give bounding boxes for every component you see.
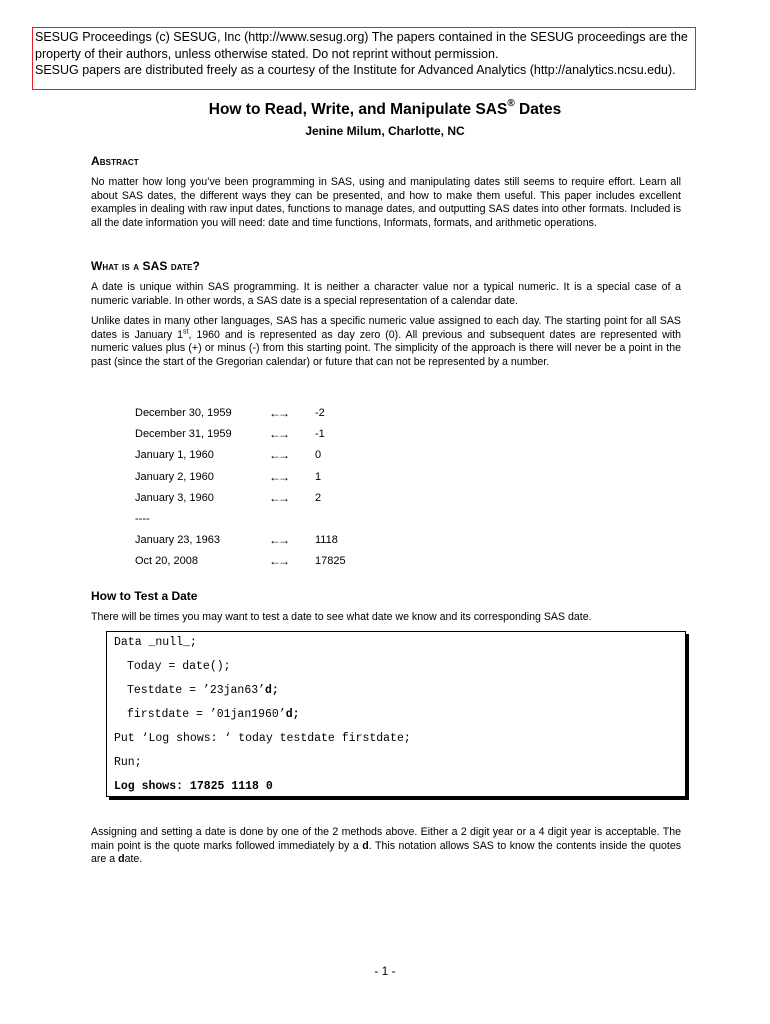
copyright-notice-box (32, 27, 696, 90)
date-label: December 30, 1959 (135, 407, 232, 419)
assign-bold-d: d (362, 839, 369, 852)
p2-part-a: Unlike dates in many other languages, SAS has a specific numeric value assigned to each day. The starting point for all SAS dates is January 1 (91, 315, 681, 341)
code-line-1: Data _null_; (114, 636, 197, 649)
date-label: January 1, 1960 (135, 449, 214, 462)
what-is-paragraph-2 (91, 315, 681, 369)
date-label: January 3, 1960 (135, 491, 214, 504)
code-line-6: Run; (114, 756, 142, 769)
notice-line-1: SESUG Proceedings (c) SESUG, Inc (http://www.sesug.org) The papers contained in the SESUG proceedings are the (35, 30, 688, 44)
date-value: -1 (315, 428, 325, 441)
assigning-paragraph (91, 826, 681, 867)
title-suffix: Dates (514, 101, 562, 119)
author-line: Jenine Milum, Charlotte, NC (305, 124, 465, 138)
notice-line-2: property of their authors, unless otherwise stated. Do not reprint without permission. (35, 46, 499, 61)
date-label: December 31, 1959 (135, 428, 232, 441)
what-is-sas-date-heading: What is a SAS date? (91, 259, 200, 273)
double-arrow-icon: ←→ (269, 490, 287, 505)
date-value: 0 (315, 449, 322, 462)
p2-superscript: st (182, 328, 189, 336)
test-date-intro: There will be times you may want to test a date to see what date we know and its corresponding SAS date. (91, 611, 592, 623)
abstract-body: No matter how long you’ve been programming in SAS, using and manipulating dates still seems to require effort. Learn all about SAS dates, the different ways they can be presented, and how to make them useful. This paper includes excellent examples in dealing with raw input dates, functions to manage dates, and outputting SAS dates into other formats. Included is all the date information you will need: date and time functions, Informats, formats, and arithmetic operations. (91, 176, 681, 229)
assign-text-e: ate. (124, 853, 143, 866)
notice-line-3: SESUG papers are distributed freely as a courtesy of the Institute for Advanced Analytics (http://analytics.ncsu.edu). (35, 63, 676, 77)
date-value: 2 (315, 491, 322, 504)
code-line-4-text: firstdate = ’01jan1960’ (127, 708, 286, 721)
abstract-heading: Abstract (91, 154, 139, 168)
double-arrow-icon: ←→ (269, 406, 287, 420)
date-value: -2 (315, 407, 325, 419)
registered-mark: ® (507, 98, 515, 109)
date-label: January 2, 1960 (135, 470, 214, 483)
assign-bold-d-2: d (118, 853, 125, 866)
assign-text-a: Assigning and setting a date is done by one of the 2 methods above. Either a 2 digit year or a 4 digit year is acceptable. The main point is the quote marks followed immediately by a (91, 826, 681, 852)
date-label: Oct 20, 2008 (135, 555, 198, 568)
what-is-paragraph-1: A date is unique within SAS programming. It is neither a character value nor a typical numeric. It is a special case of a numeric variable. In other words, a SAS date is a special representation of a calendar date. (91, 281, 681, 307)
double-arrow-icon: ←→ (269, 427, 287, 442)
page-number: - 1 - (374, 964, 396, 978)
paper-title (0, 100, 770, 119)
date-value: 1118 (315, 534, 338, 547)
separator-dashes: ---- (135, 512, 150, 525)
date-label: January 23, 1963 (135, 534, 221, 547)
code-line-3 (127, 684, 279, 697)
double-arrow-icon: ←→ (269, 554, 287, 569)
date-value: 17825 (315, 555, 346, 568)
double-arrow-icon: ←→ (269, 448, 287, 463)
assign-text-c: . This notation allows SAS to know the contents inside the quotes are a (91, 839, 682, 866)
code-line-3-text: Testdate = ’23jan63’ (127, 684, 266, 697)
code-log-output: Log shows: 17825 1118 0 (114, 780, 273, 793)
p2-part-b: , 1960 and is represented as day zero (0). All previous and subsequent dates are represented with numeric values plus (+) or minus (-) from this starting point. The simplicity of the approach is there will never be a point in the past (since the start of the Gregorian calendar) or future that can not be represented by a number. (91, 328, 681, 368)
code-line-4-d: d; (285, 708, 300, 721)
title-text: How to Read, Write, and Manipulate SAS (208, 101, 508, 119)
code-example-box (106, 631, 686, 797)
double-arrow-icon: ←→ (269, 533, 287, 548)
date-value: 1 (315, 470, 322, 483)
double-arrow-icon: ←→ (269, 469, 287, 484)
code-line-2: Today = date(); (127, 660, 231, 673)
code-line-4 (127, 708, 300, 721)
code-line-3-d: d; (265, 684, 279, 697)
code-line-5: Put ‘Log shows: ‘ today testdate firstdate; (114, 732, 411, 745)
how-to-test-heading: How to Test a Date (91, 589, 198, 603)
